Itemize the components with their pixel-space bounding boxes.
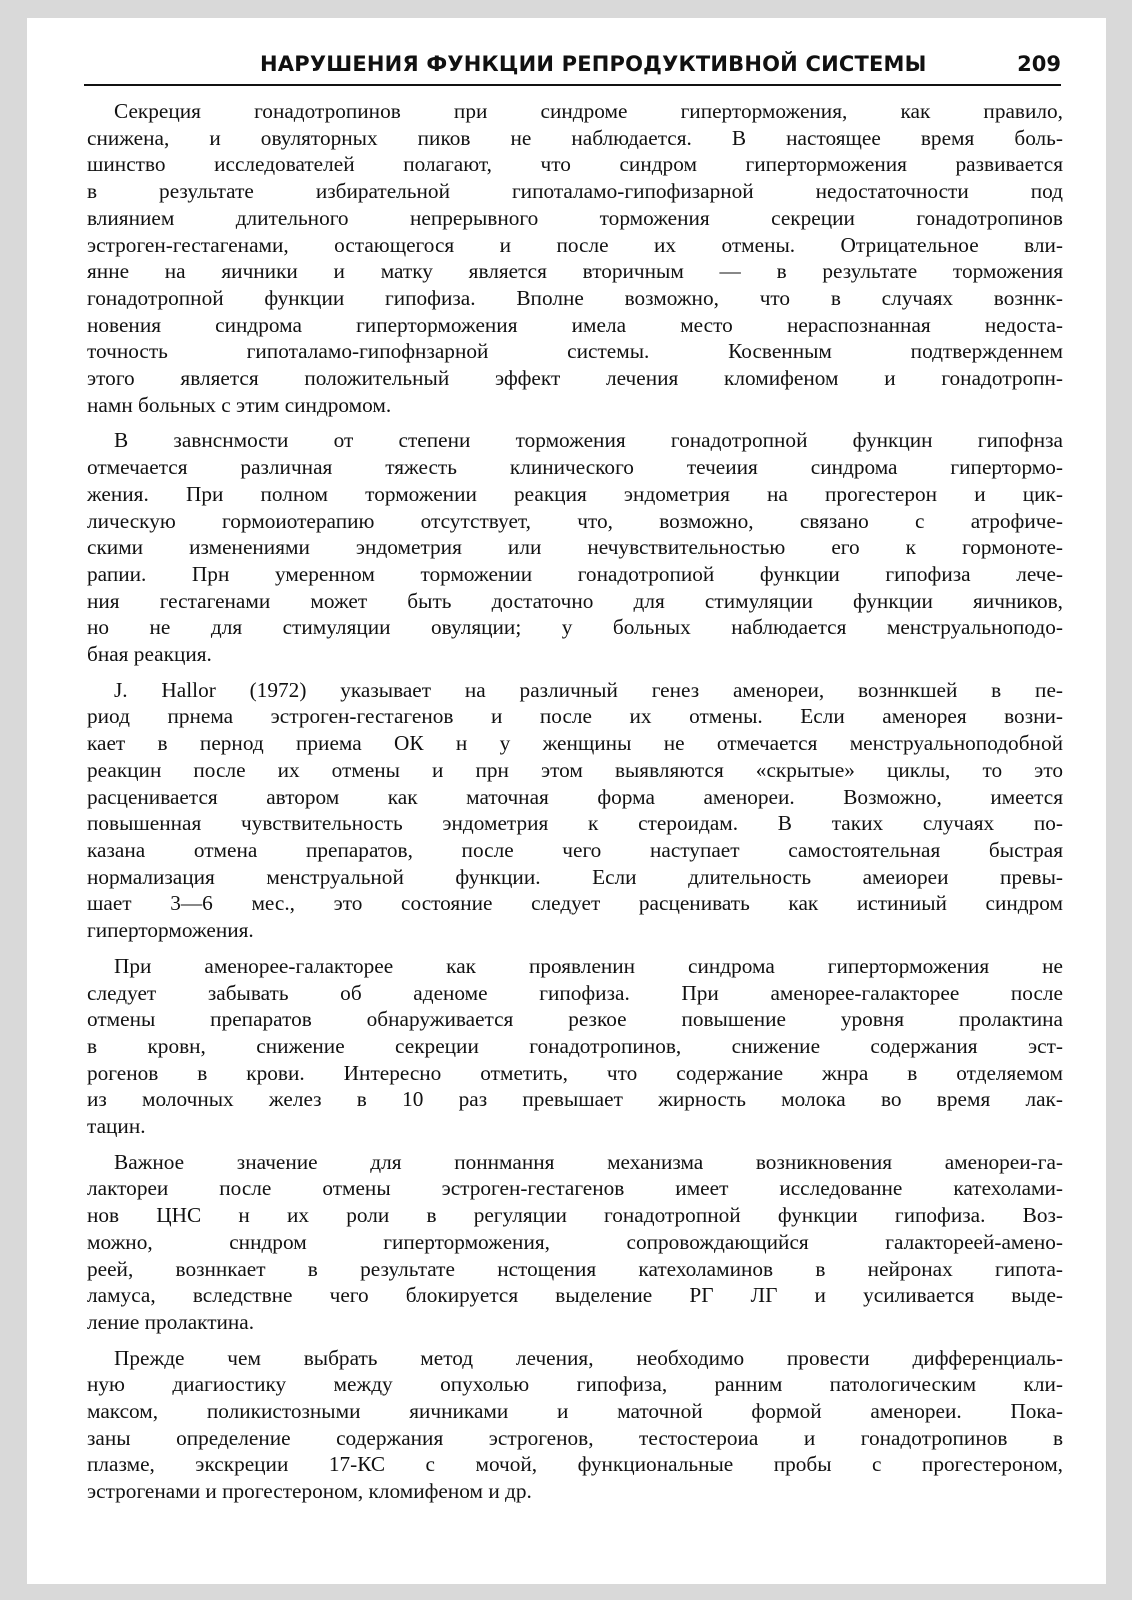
paragraph xyxy=(87,1345,1063,1505)
text-line: нормализация менструальной функции. Если длительность амеиореи превы- xyxy=(87,864,1063,889)
text-line: шинство исследователей полагают, что синдром гиперторможения развивается xyxy=(87,152,1063,177)
text-line: При аменорее-галакторее как проявленин синдрома гиперторможения не xyxy=(114,953,1063,978)
text-line: намн больных с этим синдромом. xyxy=(87,392,392,417)
running-header-title: НАРУШЕНИЯ ФУНКЦИИ РЕПРОДУКТИВНОЙ СИСТЕМЫ xyxy=(260,52,927,76)
text-line: Прежде чем выбрать метод лечения, необходимо провести дифференциаль- xyxy=(114,1345,1063,1370)
text-line: из молочных желез в 10 раз превышает жирность молока во время лак- xyxy=(87,1087,1063,1112)
text-line: в кровн, снижение секреции гонадотропинов, снижение содержания эст- xyxy=(87,1033,1063,1058)
text-line: J. Hallor (1972) указывает на различный генез аменореи, возннкшей в пе- xyxy=(114,677,1063,702)
text-line: повышенная чувствительность эндометрия к стероидам. В таких случаях по- xyxy=(87,811,1063,836)
text-line: новения синдрома гиперторможения имела место нераспознанная недоста- xyxy=(87,312,1063,337)
text-line: скими изменениями эндометрия или нечувствительностью его к гормоноте- xyxy=(87,535,1063,560)
text-line: Секреция гонадотропинов при синдроме гиперторможения, как правило, xyxy=(114,99,1063,123)
text-line: бная реакция. xyxy=(87,642,212,667)
text-line: кает в пернод приема ОК н у женщины не отмечается менструальноподобной xyxy=(87,731,1063,756)
paragraph xyxy=(87,953,1063,1140)
text-line: янне на яичники и матку является вторичным — в результате торможения xyxy=(87,259,1063,284)
text-line: расценивается автором как маточная форма аменореи. Возможно, имеется xyxy=(87,784,1063,809)
paragraph xyxy=(87,98,1063,418)
text-line: жения. При полном торможении реакция эндометрия на прогестерон и цик- xyxy=(87,481,1063,506)
text-line: можно, снндром гиперторможения, сопровождающийся галактореей-амено- xyxy=(87,1229,1063,1254)
body-text xyxy=(87,98,1063,1514)
text-line: казана отмена препаратов, после чего наступает самостоятельная быстрая xyxy=(87,837,1063,862)
book-page xyxy=(27,18,1106,1584)
text-line: заны определение содержания эстрогенов, тестостероиа и гонадотропинов в xyxy=(87,1425,1063,1450)
text-line: в результате избирательной гипоталамо-гипофизарной недостаточности под xyxy=(87,179,1063,204)
paragraph xyxy=(87,1149,1063,1336)
text-line: шает 3—6 мес., это состояние следует расценивать как истиниый синдром xyxy=(87,891,1063,916)
running-header xyxy=(84,52,1061,86)
text-line: этого является положительный эффект лечения кломифеном и гонадотропн- xyxy=(87,366,1063,391)
text-line: но не для стимуляции овуляции; у больных наблюдается менструальноподо- xyxy=(87,615,1063,640)
text-line: плазме, экскреции 17-КС с мочой, функциональные пробы с прогестероном, xyxy=(87,1452,1063,1477)
text-line: отмечается различная тяжесть клинического течеиия синдрома гипертормо- xyxy=(87,455,1063,480)
text-line: влиянием длительного непрерывного торможения секреции гонадотропинов xyxy=(87,205,1063,230)
text-line: Важное значение для поннмання механизма возникновения аменореи-га- xyxy=(114,1149,1063,1174)
text-line: снижена, и овуляторных пиков не наблюдается. В настоящее время боль- xyxy=(87,125,1063,150)
page-number: 209 xyxy=(1017,52,1061,76)
text-line: ламуса, вследствне чего блокируется выделение РГ ЛГ и усиливается выде- xyxy=(87,1283,1063,1308)
text-line: лическую гормоиотерапию отсутствует, что, возможно, связано с атрофиче- xyxy=(87,508,1063,533)
text-line: лактореи после отмены эстроген-гестагенов имеет исследованне катехолами- xyxy=(87,1176,1063,1201)
text-line: нов ЦНС н их роли в регуляции гонадотропной функции гипофиза. Воз- xyxy=(87,1203,1063,1228)
text-line: В завнснмости от степени торможения гонадотропной функцин гипофнза xyxy=(114,428,1063,453)
text-line: ление пролактина. xyxy=(87,1309,255,1334)
paragraph xyxy=(87,677,1063,944)
text-line: эстроген-гестагенами, остающегося и после их отмены. Отрицательное вли- xyxy=(87,232,1063,257)
text-line: максом, поликистозными яичниками и маточной формой аменореи. Пока- xyxy=(87,1399,1063,1424)
text-line: гиперторможения. xyxy=(87,918,254,943)
text-line: гонадотропной функции гипофиза. Вполне возможно, что в случаях возннк- xyxy=(87,285,1063,310)
text-line: отмены препаратов обнаруживается резкое повышение уровня пролактина xyxy=(87,1007,1063,1032)
text-line: ния гестагенами может быть достаточно для стимуляции функции яичников, xyxy=(87,588,1063,613)
text-line: реакцин после их отмены и прн этом выявляются «скрытые» циклы, то это xyxy=(87,757,1063,782)
text-line: ную диагиостику между опухолью гипофиза, ранним патологическим кли- xyxy=(87,1372,1063,1397)
text-line: точность гипоталамо-гипофнзарной системы. Косвенным подтвержденнем xyxy=(87,339,1063,364)
text-line: рогенов в крови. Интересно отметить, что содержание жнра в отделяемом xyxy=(87,1060,1063,1085)
text-line: реей, возннкает в результате нстощения катехоламинов в нейронах гипота- xyxy=(87,1256,1063,1281)
text-line: следует забывать об аденоме гипофиза. При аменорее-галакторее после xyxy=(87,980,1063,1005)
text-line: эстрогенами и прогестероном, кломифеном и др. xyxy=(87,1479,532,1504)
paragraph xyxy=(87,427,1063,667)
text-line: рапии. Прн умеренном торможении гонадотропиой функции гипофиза лече- xyxy=(87,561,1063,586)
text-line: тацин. xyxy=(87,1114,146,1139)
text-line: риод прнема эстроген-гестагенов и после их отмены. Если аменорея возни- xyxy=(87,704,1063,729)
